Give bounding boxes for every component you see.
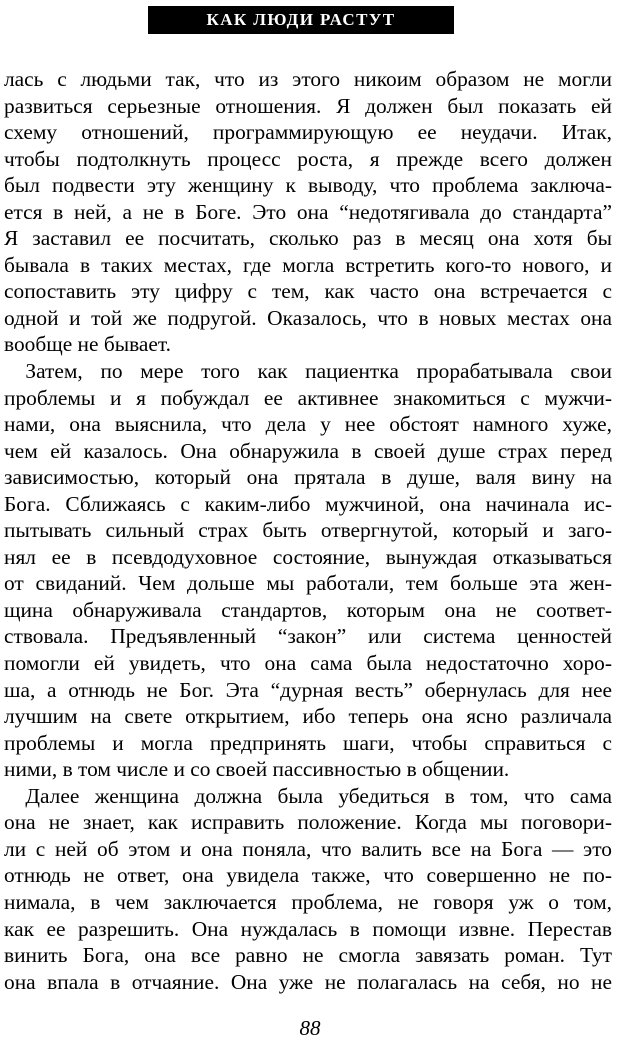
- text-line: нял ее в псевдодуховное состояние, вынуждая отказываться: [4, 544, 612, 569]
- text-line: нами, она выяснила, что дела у нее обстоят намного хуже,: [4, 412, 612, 437]
- text-line: чтобы подтолкнуть процесс роста, я прежде всего должен: [4, 146, 612, 171]
- text-line: Затем, по мере того как пациентка прорабатывала свои: [4, 359, 612, 384]
- text-line: от свиданий. Чем дольше мы работали, тем больше эта жен-: [4, 571, 612, 596]
- text-line: был подвести эту женщину к выводу, что проблема заключа-: [4, 173, 612, 198]
- text-line: проблемы и я побуждал ее активнее знакомиться с мужчи-: [4, 385, 612, 410]
- text-line: нимала, в чем заключается проблема, не говоря уж о том,: [4, 889, 612, 914]
- page-number: 88: [299, 1016, 321, 1040]
- text-line: ли с ней об этом и она поняла, что валить все на Бога — это: [4, 836, 612, 861]
- text-line: Бога. Сближаясь с каким-либо мужчиной, она начинала ис-: [4, 491, 612, 516]
- text-line: как ее разрешить. Она нуждалась в помощи извне. Перестав: [4, 916, 612, 941]
- text-line: она впала в отчаяние. Она уже не полагалась на себя, но не: [4, 969, 612, 994]
- body-text: [4, 66, 612, 995]
- text-line: ствовала. Предъявленный “закон” или система ценностей: [4, 624, 612, 649]
- text-line: лась с людьми так, что из этого никоим образом не могли: [4, 67, 612, 91]
- text-line: Далее женщина должна была убедиться в том, что сама: [4, 783, 612, 808]
- text-line: схему отношений, программирующую ее неудачи. Итак,: [4, 120, 612, 145]
- text-line: она не знает, как исправить положение. Когда мы поговори-: [4, 810, 612, 835]
- text-line: ними, в том числе и со своей пассивностью в общении.: [4, 757, 510, 782]
- text-line: пытывать сильный страх быть отвергнутой, который и заго-: [4, 518, 612, 543]
- text-line: ша, а отнюдь не Бог. Эта “дурная весть” обернулась для нее: [4, 677, 612, 702]
- text-line: щина обнаруживала стандартов, которым она не соответ-: [4, 597, 612, 622]
- text-line: сопоставить эту цифру с тем, как часто она встречается с: [4, 279, 612, 304]
- text-line: винить Бога, она все равно не смогла завязать роман. Тут: [4, 943, 612, 968]
- text-line: одной и той же подругой. Оказалось, что в новых местах она: [4, 305, 612, 330]
- text-line: помогли ей увидеть, что она сама была недостаточно хоро-: [4, 651, 612, 676]
- text-line: чем ей казалось. Она обнаружила в своей душе страх перед: [4, 438, 612, 463]
- running-header: КАК ЛЮДИ РАСТУТ: [148, 6, 454, 34]
- text-line: отнюдь не ответ, она увидела также, что совершенно не по-: [4, 863, 612, 888]
- text-line: вообще не бывает.: [4, 332, 171, 357]
- text-line: ется в ней, а не в Боге. Это она “недотягивала до стандарта”: [4, 199, 612, 224]
- text-line: развиться серьезные отношения. Я должен был показать ей: [4, 93, 612, 118]
- text-line: проблемы и могла предпринять шаги, чтобы справиться с: [4, 730, 612, 755]
- text-line: бывала в таких местах, где могла встретить кого-то нового, и: [4, 252, 612, 277]
- text-line: зависимостью, который она прятала в душе, валя вину на: [4, 465, 612, 490]
- text-line: Я заставил ее посчитать, сколько раз в месяц она хотя бы: [4, 226, 612, 251]
- text-line: лучшим на свете открытием, ибо теперь она ясно различала: [4, 704, 612, 729]
